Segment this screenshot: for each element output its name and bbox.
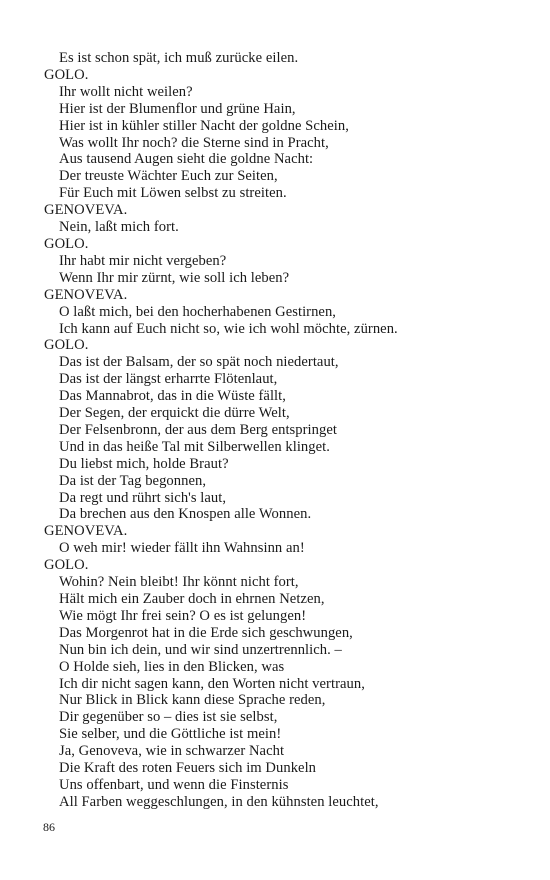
verse-line: Das Morgenrot hat in die Erde sich geschwungen, xyxy=(59,624,353,641)
speaker-name: GOLO. xyxy=(44,235,89,252)
verse-line: All Farben weggeschlungen, in den kühnsten leuchtet, xyxy=(59,793,379,810)
verse-line: Nur Blick in Blick kann diese Sprache reden, xyxy=(59,692,326,709)
verse-line: Das ist der längst erharrte Flötenlaut, xyxy=(59,371,278,388)
verse-line: Hier ist der Blumenflor und grüne Hain, xyxy=(59,100,296,117)
verse-line: Nun bin ich dein, und wir sind unzertrennlich. – xyxy=(59,641,342,658)
verse-line: Da brechen aus den Knospen alle Wonnen. xyxy=(59,506,312,523)
verse-line: Ihr habt mir nicht vergeben? xyxy=(59,252,227,269)
verse-line: Hier ist in kühler stiller Nacht der goldne Schein, xyxy=(59,117,349,134)
verse-line: O laßt mich, bei den hocherhabenen Gestirnen, xyxy=(59,303,337,320)
verse-line: Für Euch mit Löwen selbst zu streiten. xyxy=(59,185,287,202)
verse-line: Hält mich ein Zauber doch in ehrnen Netzen, xyxy=(59,591,325,607)
speaker-name: GOLO. xyxy=(44,557,89,574)
verse-line: Wohin? Nein bleibt! Ihr könnt nicht fort, xyxy=(59,574,299,591)
speaker-name: GOLO. xyxy=(44,337,89,354)
speaker-name: GENOVEVA. xyxy=(44,286,128,303)
verse-line: Dir gegenüber so – dies ist sie selbst, xyxy=(59,709,278,726)
verse-line: Aus tausend Augen sieht die goldne Nacht: xyxy=(59,151,314,168)
verse-line: Nein, laßt mich fort. xyxy=(59,219,179,236)
verse-line: O Holde sieh, lies in den Blicken, was xyxy=(59,658,285,675)
verse-line: Der treuste Wächter Euch zur Seiten, xyxy=(59,168,278,185)
play-text xyxy=(44,50,534,811)
verse-line: Da regt und rührt sich's laut, xyxy=(59,489,227,506)
verse-line: Du liebst mich, holde Braut? xyxy=(59,455,229,472)
speaker-name: GENOVEVA. xyxy=(44,202,128,219)
verse-line: Das ist der Balsam, der so spät noch niedertaut, xyxy=(59,354,339,371)
verse-line: Wie mögt Ihr frei sein? O es ist gelungen! xyxy=(59,607,307,624)
speaker-name: GOLO. xyxy=(44,66,89,83)
verse-line: Ja, Genoveva, wie in schwarzer Nacht xyxy=(59,743,285,760)
page-number: 86 xyxy=(43,820,55,834)
verse-line: Da ist der Tag begonnen, xyxy=(59,472,207,489)
verse-line: Und in das heiße Tal mit Silberwellen klinget. xyxy=(59,438,330,455)
verse-line: Ich kann auf Euch nicht so, wie ich wohl möchte, zürnen. xyxy=(59,320,398,337)
verse-line: Es ist schon spät, ich muß zurücke eilen. xyxy=(59,50,299,66)
verse-line: Ihr wollt nicht weilen? xyxy=(59,83,193,100)
verse-line: Ich dir nicht sagen kann, den Worten nicht vertraun, xyxy=(59,675,365,692)
verse-line: Das Mannabrot, das in die Wüste fällt, xyxy=(59,388,286,405)
verse-line: Was wollt Ihr noch? die Sterne sind in Pracht, xyxy=(59,134,329,151)
verse-line: Der Segen, der erquickt die dürre Welt, xyxy=(59,405,290,422)
verse-line: Der Felsenbronn, der aus dem Berg entspringet xyxy=(59,421,337,438)
verse-line: Sie selber, und die Göttliche ist mein! xyxy=(59,726,282,743)
verse-line: Wenn Ihr mir zürnt, wie soll ich leben? xyxy=(59,269,290,286)
verse-line: Die Kraft des roten Feuers sich im Dunkeln xyxy=(59,760,317,777)
speaker-name: GENOVEVA. xyxy=(44,523,128,540)
verse-line: Uns offenbart, und wenn die Finsternis xyxy=(59,776,289,793)
verse-line: O weh mir! wieder fällt ihn Wahnsinn an! xyxy=(59,540,305,557)
